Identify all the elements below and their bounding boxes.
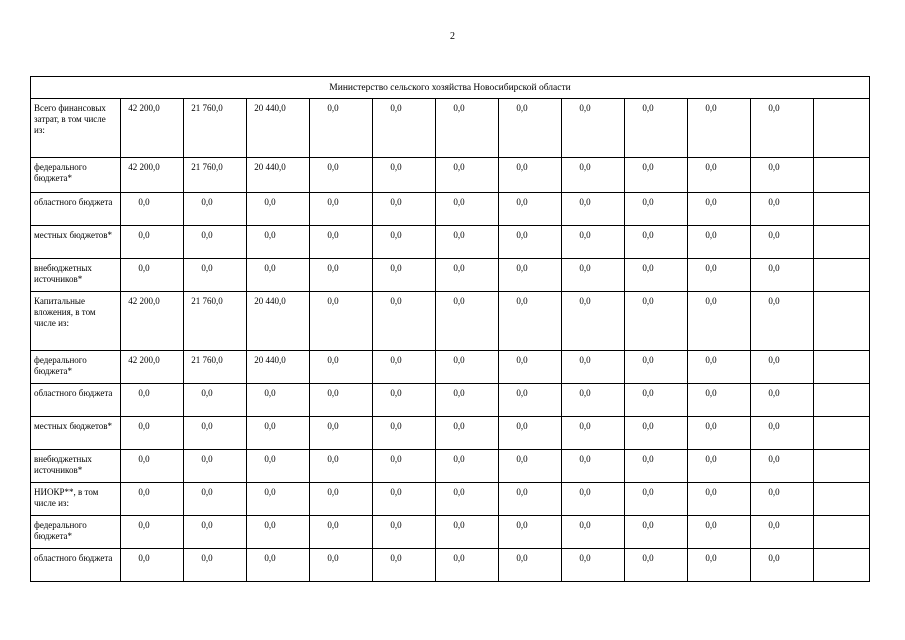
value-cell: 0,0	[751, 417, 814, 450]
row-label: НИОКР**, в том числе из:	[31, 483, 121, 516]
value-cell: 0,0	[751, 226, 814, 259]
value-cell: 0,0	[121, 549, 184, 582]
value-cell: 0,0	[373, 516, 436, 549]
value-cell: 0,0	[121, 226, 184, 259]
value-cell: 20 440,0	[247, 292, 310, 351]
value-cell: 0,0	[499, 351, 562, 384]
value-cell: 0,0	[625, 158, 688, 193]
value-cell: 0,0	[499, 549, 562, 582]
value-cell: 0,0	[373, 226, 436, 259]
value-cell: 0,0	[247, 483, 310, 516]
value-cell: 0,0	[625, 549, 688, 582]
value-cell: 0,0	[373, 549, 436, 582]
value-cell: 0,0	[373, 384, 436, 417]
value-cell: 0,0	[499, 193, 562, 226]
empty-cell	[814, 259, 870, 292]
value-cell: 0,0	[310, 549, 373, 582]
value-cell: 0,0	[436, 384, 499, 417]
row-label: федерального бюджета*	[31, 351, 121, 384]
empty-cell	[814, 450, 870, 483]
value-cell: 0,0	[562, 549, 625, 582]
table-row	[31, 417, 870, 450]
value-cell: 0,0	[184, 384, 247, 417]
value-cell: 0,0	[562, 417, 625, 450]
value-cell: 0,0	[688, 549, 751, 582]
value-cell: 0,0	[184, 483, 247, 516]
organization-name: Министерство сельского хозяйства Новосибирской области	[31, 77, 870, 99]
value-cell: 0,0	[562, 292, 625, 351]
table-row	[31, 516, 870, 549]
row-label: местных бюджетов*	[31, 226, 121, 259]
row-label: внебюджетных источников*	[31, 259, 121, 292]
value-cell: 0,0	[436, 99, 499, 158]
value-cell: 0,0	[499, 292, 562, 351]
value-cell: 0,0	[310, 158, 373, 193]
value-cell: 0,0	[751, 516, 814, 549]
value-cell: 0,0	[310, 417, 373, 450]
value-cell: 0,0	[562, 450, 625, 483]
value-cell: 0,0	[184, 259, 247, 292]
value-cell: 0,0	[751, 384, 814, 417]
row-label: федерального бюджета*	[31, 158, 121, 193]
value-cell: 0,0	[562, 384, 625, 417]
value-cell: 0,0	[625, 516, 688, 549]
value-cell: 42 200,0	[121, 99, 184, 158]
value-cell: 21 760,0	[184, 351, 247, 384]
empty-cell	[814, 99, 870, 158]
table-row	[31, 384, 870, 417]
value-cell: 0,0	[688, 99, 751, 158]
value-cell: 0,0	[499, 99, 562, 158]
value-cell: 0,0	[184, 549, 247, 582]
value-cell: 42 200,0	[121, 158, 184, 193]
value-cell: 0,0	[562, 351, 625, 384]
value-cell: 0,0	[688, 226, 751, 259]
value-cell: 0,0	[373, 417, 436, 450]
value-cell: 0,0	[625, 483, 688, 516]
organization-header-row	[31, 77, 870, 99]
value-cell: 0,0	[373, 292, 436, 351]
value-cell: 0,0	[625, 99, 688, 158]
value-cell: 21 760,0	[184, 99, 247, 158]
value-cell: 0,0	[499, 483, 562, 516]
empty-cell	[814, 158, 870, 193]
table-row	[31, 549, 870, 582]
value-cell: 0,0	[625, 292, 688, 351]
value-cell: 0,0	[562, 99, 625, 158]
table-row	[31, 259, 870, 292]
value-cell: 0,0	[625, 417, 688, 450]
value-cell: 0,0	[499, 516, 562, 549]
value-cell: 0,0	[310, 226, 373, 259]
value-cell: 0,0	[310, 193, 373, 226]
value-cell: 0,0	[310, 99, 373, 158]
value-cell: 0,0	[436, 226, 499, 259]
value-cell: 0,0	[121, 516, 184, 549]
value-cell: 0,0	[499, 450, 562, 483]
value-cell: 0,0	[184, 450, 247, 483]
value-cell: 0,0	[373, 99, 436, 158]
table-row	[31, 450, 870, 483]
row-label: Капитальные вложения, в том числе из:	[31, 292, 121, 351]
table-row	[31, 292, 870, 351]
empty-cell	[814, 549, 870, 582]
value-cell: 0,0	[751, 158, 814, 193]
value-cell: 0,0	[121, 483, 184, 516]
value-cell: 0,0	[436, 158, 499, 193]
value-cell: 0,0	[688, 158, 751, 193]
value-cell: 0,0	[184, 516, 247, 549]
value-cell: 0,0	[499, 384, 562, 417]
value-cell: 0,0	[562, 483, 625, 516]
row-label: федерального бюджета*	[31, 516, 121, 549]
value-cell: 0,0	[688, 450, 751, 483]
value-cell: 0,0	[751, 259, 814, 292]
value-cell: 0,0	[247, 417, 310, 450]
value-cell: 20 440,0	[247, 351, 310, 384]
value-cell: 0,0	[751, 292, 814, 351]
empty-cell	[814, 292, 870, 351]
table-row	[31, 226, 870, 259]
table-row	[31, 158, 870, 193]
value-cell: 0,0	[373, 193, 436, 226]
value-cell: 0,0	[499, 259, 562, 292]
value-cell: 0,0	[436, 450, 499, 483]
value-cell: 0,0	[688, 351, 751, 384]
value-cell: 0,0	[184, 417, 247, 450]
value-cell: 0,0	[373, 259, 436, 292]
value-cell: 0,0	[625, 351, 688, 384]
value-cell: 0,0	[499, 417, 562, 450]
empty-cell	[814, 483, 870, 516]
value-cell: 0,0	[751, 450, 814, 483]
value-cell: 0,0	[310, 450, 373, 483]
value-cell: 0,0	[184, 226, 247, 259]
value-cell: 0,0	[121, 193, 184, 226]
table-row	[31, 99, 870, 158]
value-cell: 21 760,0	[184, 292, 247, 351]
value-cell: 0,0	[751, 193, 814, 226]
value-cell: 0,0	[625, 450, 688, 483]
value-cell: 0,0	[121, 417, 184, 450]
value-cell: 0,0	[310, 516, 373, 549]
value-cell: 0,0	[436, 193, 499, 226]
value-cell: 0,0	[121, 384, 184, 417]
value-cell: 0,0	[373, 158, 436, 193]
value-cell: 0,0	[562, 516, 625, 549]
row-label: Всего финансовых затрат, в том числе из:	[31, 99, 121, 158]
value-cell: 0,0	[688, 259, 751, 292]
value-cell: 0,0	[247, 450, 310, 483]
empty-cell	[814, 417, 870, 450]
table-row	[31, 351, 870, 384]
value-cell: 0,0	[562, 259, 625, 292]
value-cell: 0,0	[688, 193, 751, 226]
empty-cell	[814, 516, 870, 549]
value-cell: 0,0	[247, 516, 310, 549]
value-cell: 0,0	[751, 99, 814, 158]
value-cell: 0,0	[373, 450, 436, 483]
value-cell: 0,0	[310, 351, 373, 384]
value-cell: 0,0	[247, 384, 310, 417]
row-label: внебюджетных источников*	[31, 450, 121, 483]
value-cell: 0,0	[247, 549, 310, 582]
value-cell: 0,0	[247, 226, 310, 259]
value-cell: 0,0	[373, 351, 436, 384]
value-cell: 0,0	[310, 384, 373, 417]
empty-cell	[814, 351, 870, 384]
value-cell: 0,0	[247, 193, 310, 226]
value-cell: 0,0	[121, 450, 184, 483]
value-cell: 0,0	[625, 226, 688, 259]
row-label: областного бюджета	[31, 384, 121, 417]
value-cell: 0,0	[688, 384, 751, 417]
page-number: 2	[450, 31, 455, 42]
table-row	[31, 483, 870, 516]
value-cell: 0,0	[247, 259, 310, 292]
value-cell: 0,0	[310, 292, 373, 351]
empty-cell	[814, 226, 870, 259]
value-cell: 0,0	[751, 351, 814, 384]
value-cell: 0,0	[562, 226, 625, 259]
value-cell: 0,0	[436, 292, 499, 351]
value-cell: 0,0	[499, 158, 562, 193]
value-cell: 20 440,0	[247, 158, 310, 193]
value-cell: 20 440,0	[247, 99, 310, 158]
row-label: областного бюджета	[31, 549, 121, 582]
value-cell: 0,0	[436, 417, 499, 450]
row-label: областного бюджета	[31, 193, 121, 226]
value-cell: 0,0	[310, 483, 373, 516]
value-cell: 0,0	[751, 483, 814, 516]
value-cell: 0,0	[436, 259, 499, 292]
value-cell: 0,0	[562, 158, 625, 193]
value-cell: 0,0	[436, 516, 499, 549]
value-cell: 0,0	[310, 259, 373, 292]
value-cell: 0,0	[688, 292, 751, 351]
value-cell: 0,0	[121, 259, 184, 292]
value-cell: 0,0	[499, 226, 562, 259]
value-cell: 0,0	[436, 351, 499, 384]
row-label: местных бюджетов*	[31, 417, 121, 450]
value-cell: 42 200,0	[121, 292, 184, 351]
value-cell: 42 200,0	[121, 351, 184, 384]
value-cell: 0,0	[184, 193, 247, 226]
empty-cell	[814, 193, 870, 226]
value-cell: 0,0	[688, 483, 751, 516]
budget-table	[30, 76, 870, 582]
value-cell: 0,0	[436, 549, 499, 582]
empty-cell	[814, 384, 870, 417]
value-cell: 0,0	[562, 193, 625, 226]
value-cell: 0,0	[625, 259, 688, 292]
value-cell: 0,0	[373, 483, 436, 516]
table-row	[31, 193, 870, 226]
value-cell: 0,0	[688, 417, 751, 450]
value-cell: 0,0	[751, 549, 814, 582]
value-cell: 21 760,0	[184, 158, 247, 193]
value-cell: 0,0	[688, 516, 751, 549]
value-cell: 0,0	[436, 483, 499, 516]
value-cell: 0,0	[625, 193, 688, 226]
value-cell: 0,0	[625, 384, 688, 417]
